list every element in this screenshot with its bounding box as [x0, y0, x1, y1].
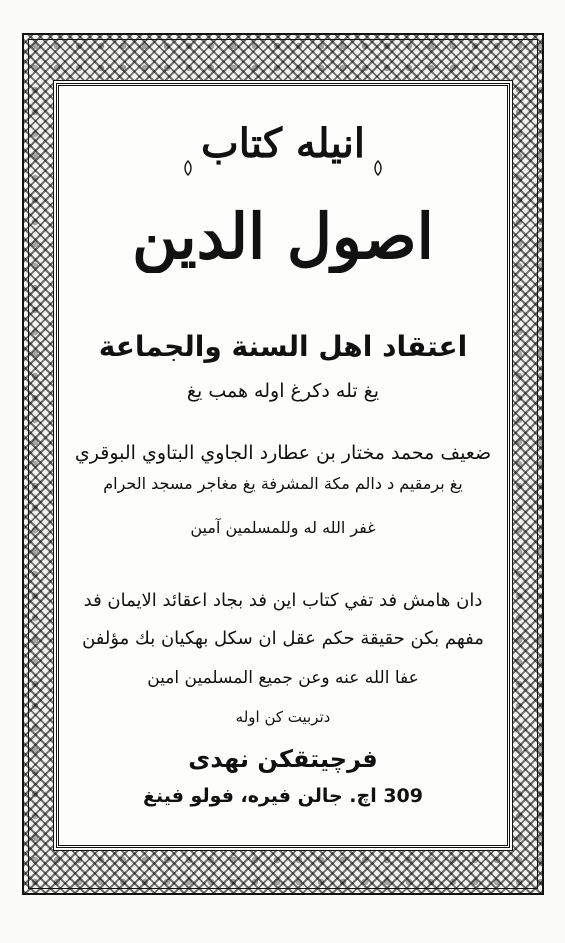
- margin-note-line-2: مفهم بكن حقيقة حكم عقل ان سكل بهكيان بك مؤلفن: [82, 628, 484, 649]
- dua-line: غفر الله له وللمسلمين آمين: [190, 518, 376, 537]
- publisher-address: 309 اچ. جالن فيره، فولو فينغ: [142, 785, 423, 807]
- cover-content: [60, 90, 506, 830]
- author-line: ضعيف محمد مختار بن عطارد الجاوي البتاوي البوقري: [74, 442, 492, 464]
- margin-note-line-3: عفا الله عنه وعن جميع المسلمين امين: [147, 668, 419, 688]
- description-line-1: يغ تله دكرغ اوله همب يغ: [186, 380, 380, 402]
- residence-line: يغ برمقيم د دالم مكة المشرفة يغ مغاجر مسجد الحرام: [103, 474, 463, 493]
- publisher-name: فرچيتقكن نهدى: [188, 745, 378, 773]
- publisher-intro-line: دتربيت كن اوله: [235, 708, 331, 726]
- book-title: اصول الدين: [132, 200, 434, 273]
- book-tagline: اعتقاد اهل السنة والجماعة: [98, 330, 468, 363]
- book-subtitle: انيله كتاب: [201, 120, 365, 167]
- margin-note-line-1: دان هامش فد تفي كتاب اين فد بجاد اعقائد الايمان فد: [83, 590, 483, 611]
